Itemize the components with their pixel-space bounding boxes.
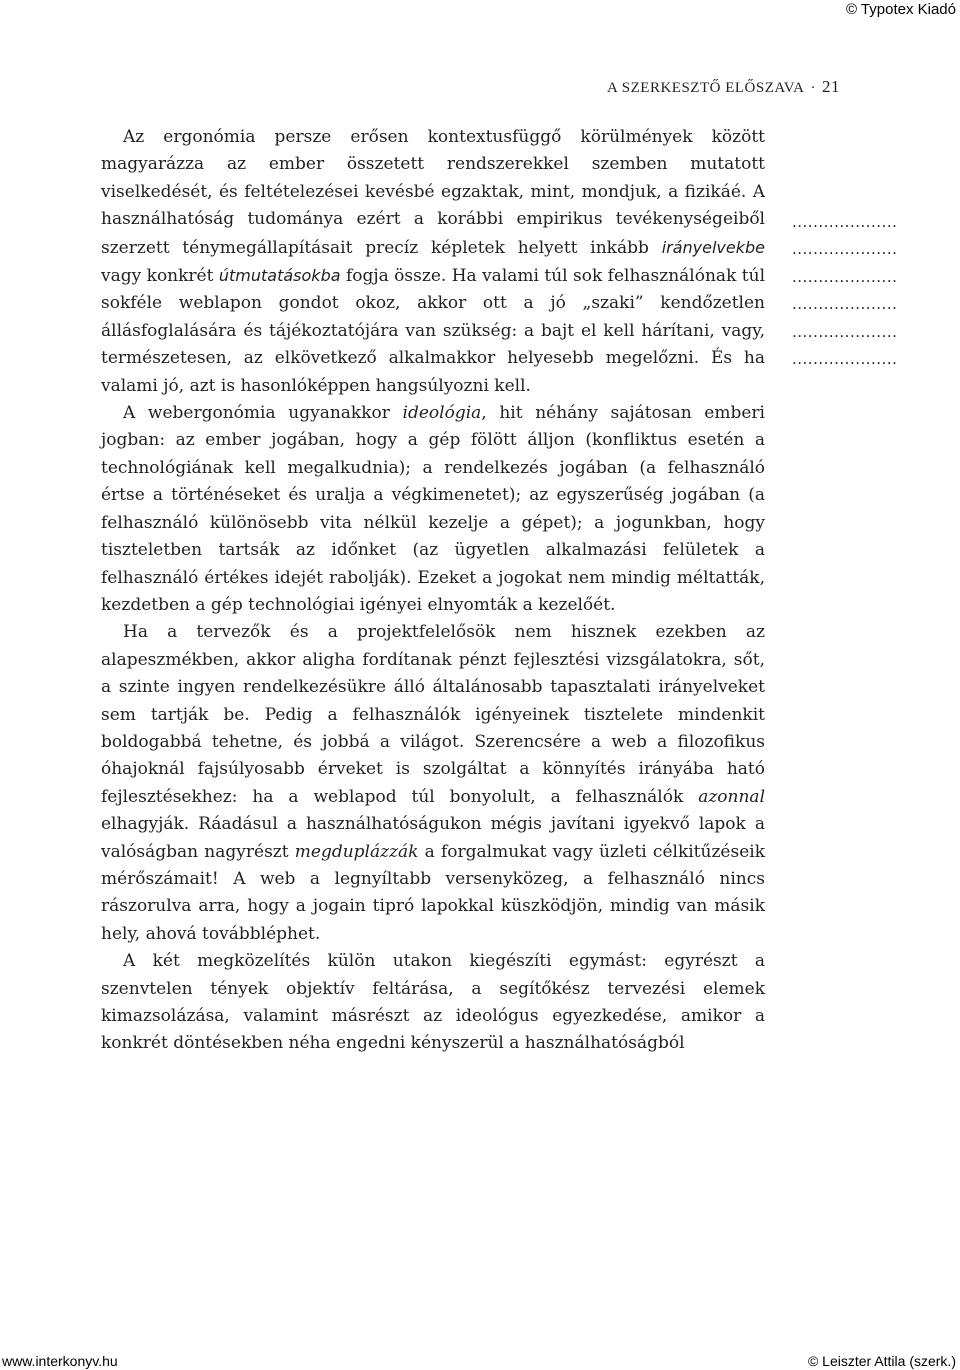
- paragraph-2-text: , hit néhány sajátosan emberi jogban: az ember jogában, hogy a gép fölött álljon (konfliktus esetén a technológiának kell megalkudnia); a rendelkezés jogában (a felhasználó értse a történéseket és uralja a végkimenetet); az egyszerűség jogában (a felhasználó különösebb vita nélkül kezelje a gépet); a jogunkban, hogy tiszteletben tartsák az időnket (az ügyetlen alkalmazási felületek a felhasználó értékes idejét rabolják). Ezeket a jogokat nem mindig méltatták, kezdetben a gép technológiai igényei elnyomták a kezelőét.: [101, 403, 765, 615]
- emphasis-iranyelvekbe: irányelvekbe: [661, 237, 765, 257]
- paragraph-4: A két megközelítés külön utakon kiegészíti egymást: egyrészt a szenvtelen tények objektív feltárása, a segítőkész tervezési elemek kimazsolázása, valamint másrészt az ideológus egyezkedése, amikor a konkrét döntésekben néha engedni kényszerül a használhatóságból: [101, 951, 765, 1054]
- footer-copyright: © Leiszter Attila (szerk.): [807, 1353, 956, 1369]
- running-head: [607, 77, 840, 97]
- body-text: [101, 124, 765, 1058]
- margin-dot-line: ....................: [792, 295, 898, 314]
- emphasis-ideologia: ideológia: [402, 403, 482, 424]
- footer-website: www.interkonyv.hu: [2, 1353, 118, 1369]
- margin-dot-line: ....................: [792, 240, 898, 259]
- paragraph-3: [101, 619, 765, 948]
- running-head-title: A SZERKESZTŐ ELŐSZAVA: [607, 80, 805, 96]
- emphasis-azonnal: azonnal: [698, 786, 765, 807]
- paragraph-1-text: fogja össze. Ha valami túl sok felhasználónak túl sokféle weblapon gondot okoz, akkor ott a jó „szaki” kendőzetlen állásfoglalására és tájékoztatójára van szükség: a bajt el kell hárítani, vagy, természetesen, az elkövetkező alkalmakkor helyesebb megelőzni. És ha valami jó, azt is hasonlóképpen hangsúlyozni kell.: [101, 266, 766, 396]
- paragraph-1: [101, 124, 765, 400]
- page-number: 21: [822, 77, 840, 96]
- copyright-notice-top: © Typotex Kiadó: [842, 0, 960, 19]
- paragraph-3-text: Ha a tervezők és a projektfelelősök nem hisznek ezekben az alapeszmékben, akkor aligha fordítanak pénzt fejlesztési vizsgálatokra, sőt, a szinte ingyen rendelkezésükre álló általánosabb tapasztalati irányelveket sem tartják be. Pedig a felhasználók igényeinek tisztelete mindenkit boldogabbá tehetne, és jobbá a világot. Szerencsére a web a filozofikus óhajoknál fajsúlyosabb érveket is szolgáltat a könnyítés irányába ható fejlesztésekhez: ha a weblapod túl bonyolult, a felhasználók: [101, 622, 765, 807]
- margin-dot-line: ....................: [792, 213, 898, 231]
- paragraph-3-text: a forgalmukat vagy üzleti célkitűzéseik mérőszámait! A web a legnyíltabb versenyközeg, a felhasználó nincs rászorulva arra, hogy a jogain tipró lapokkal küszködjön, mindig van másik hely, ahová továbbléphet.: [101, 841, 765, 944]
- paragraph-2-text: A webergonómia ugyanakkor: [123, 403, 403, 424]
- margin-note-lines: [792, 209, 912, 373]
- paragraph-3-text: elhagyják. Ráadásul a használhatóságukon mégis javítani igyekvő lapok a valóságban nagyrészt: [101, 814, 765, 862]
- margin-dot-line: ....................: [792, 349, 898, 368]
- margin-dot-line: ....................: [792, 322, 898, 341]
- margin-dot-line: ....................: [792, 267, 898, 286]
- paragraph-1-text: vagy konkrét: [101, 266, 219, 287]
- emphasis-megduplazzak: megduplázzák: [294, 841, 419, 862]
- running-head-separator: ·: [810, 80, 816, 96]
- emphasis-utmutatasokba: útmutatásokba: [218, 266, 341, 286]
- paragraph-1-text: Az ergonómia persze erősen kontextusfüggő körülmények között magyarázza az ember összetett rendszerekkel szemben mutatott viselkedését, és feltételezései kevésbé egzaktak, mint, mondjuk, a fizikáé. A használhatóság tudománya ezért a korábbi empirikus tevékenységeiből szerzett ténymegállapításait precíz képletek helyett inkább: [101, 127, 765, 258]
- paragraph-2: [101, 400, 765, 619]
